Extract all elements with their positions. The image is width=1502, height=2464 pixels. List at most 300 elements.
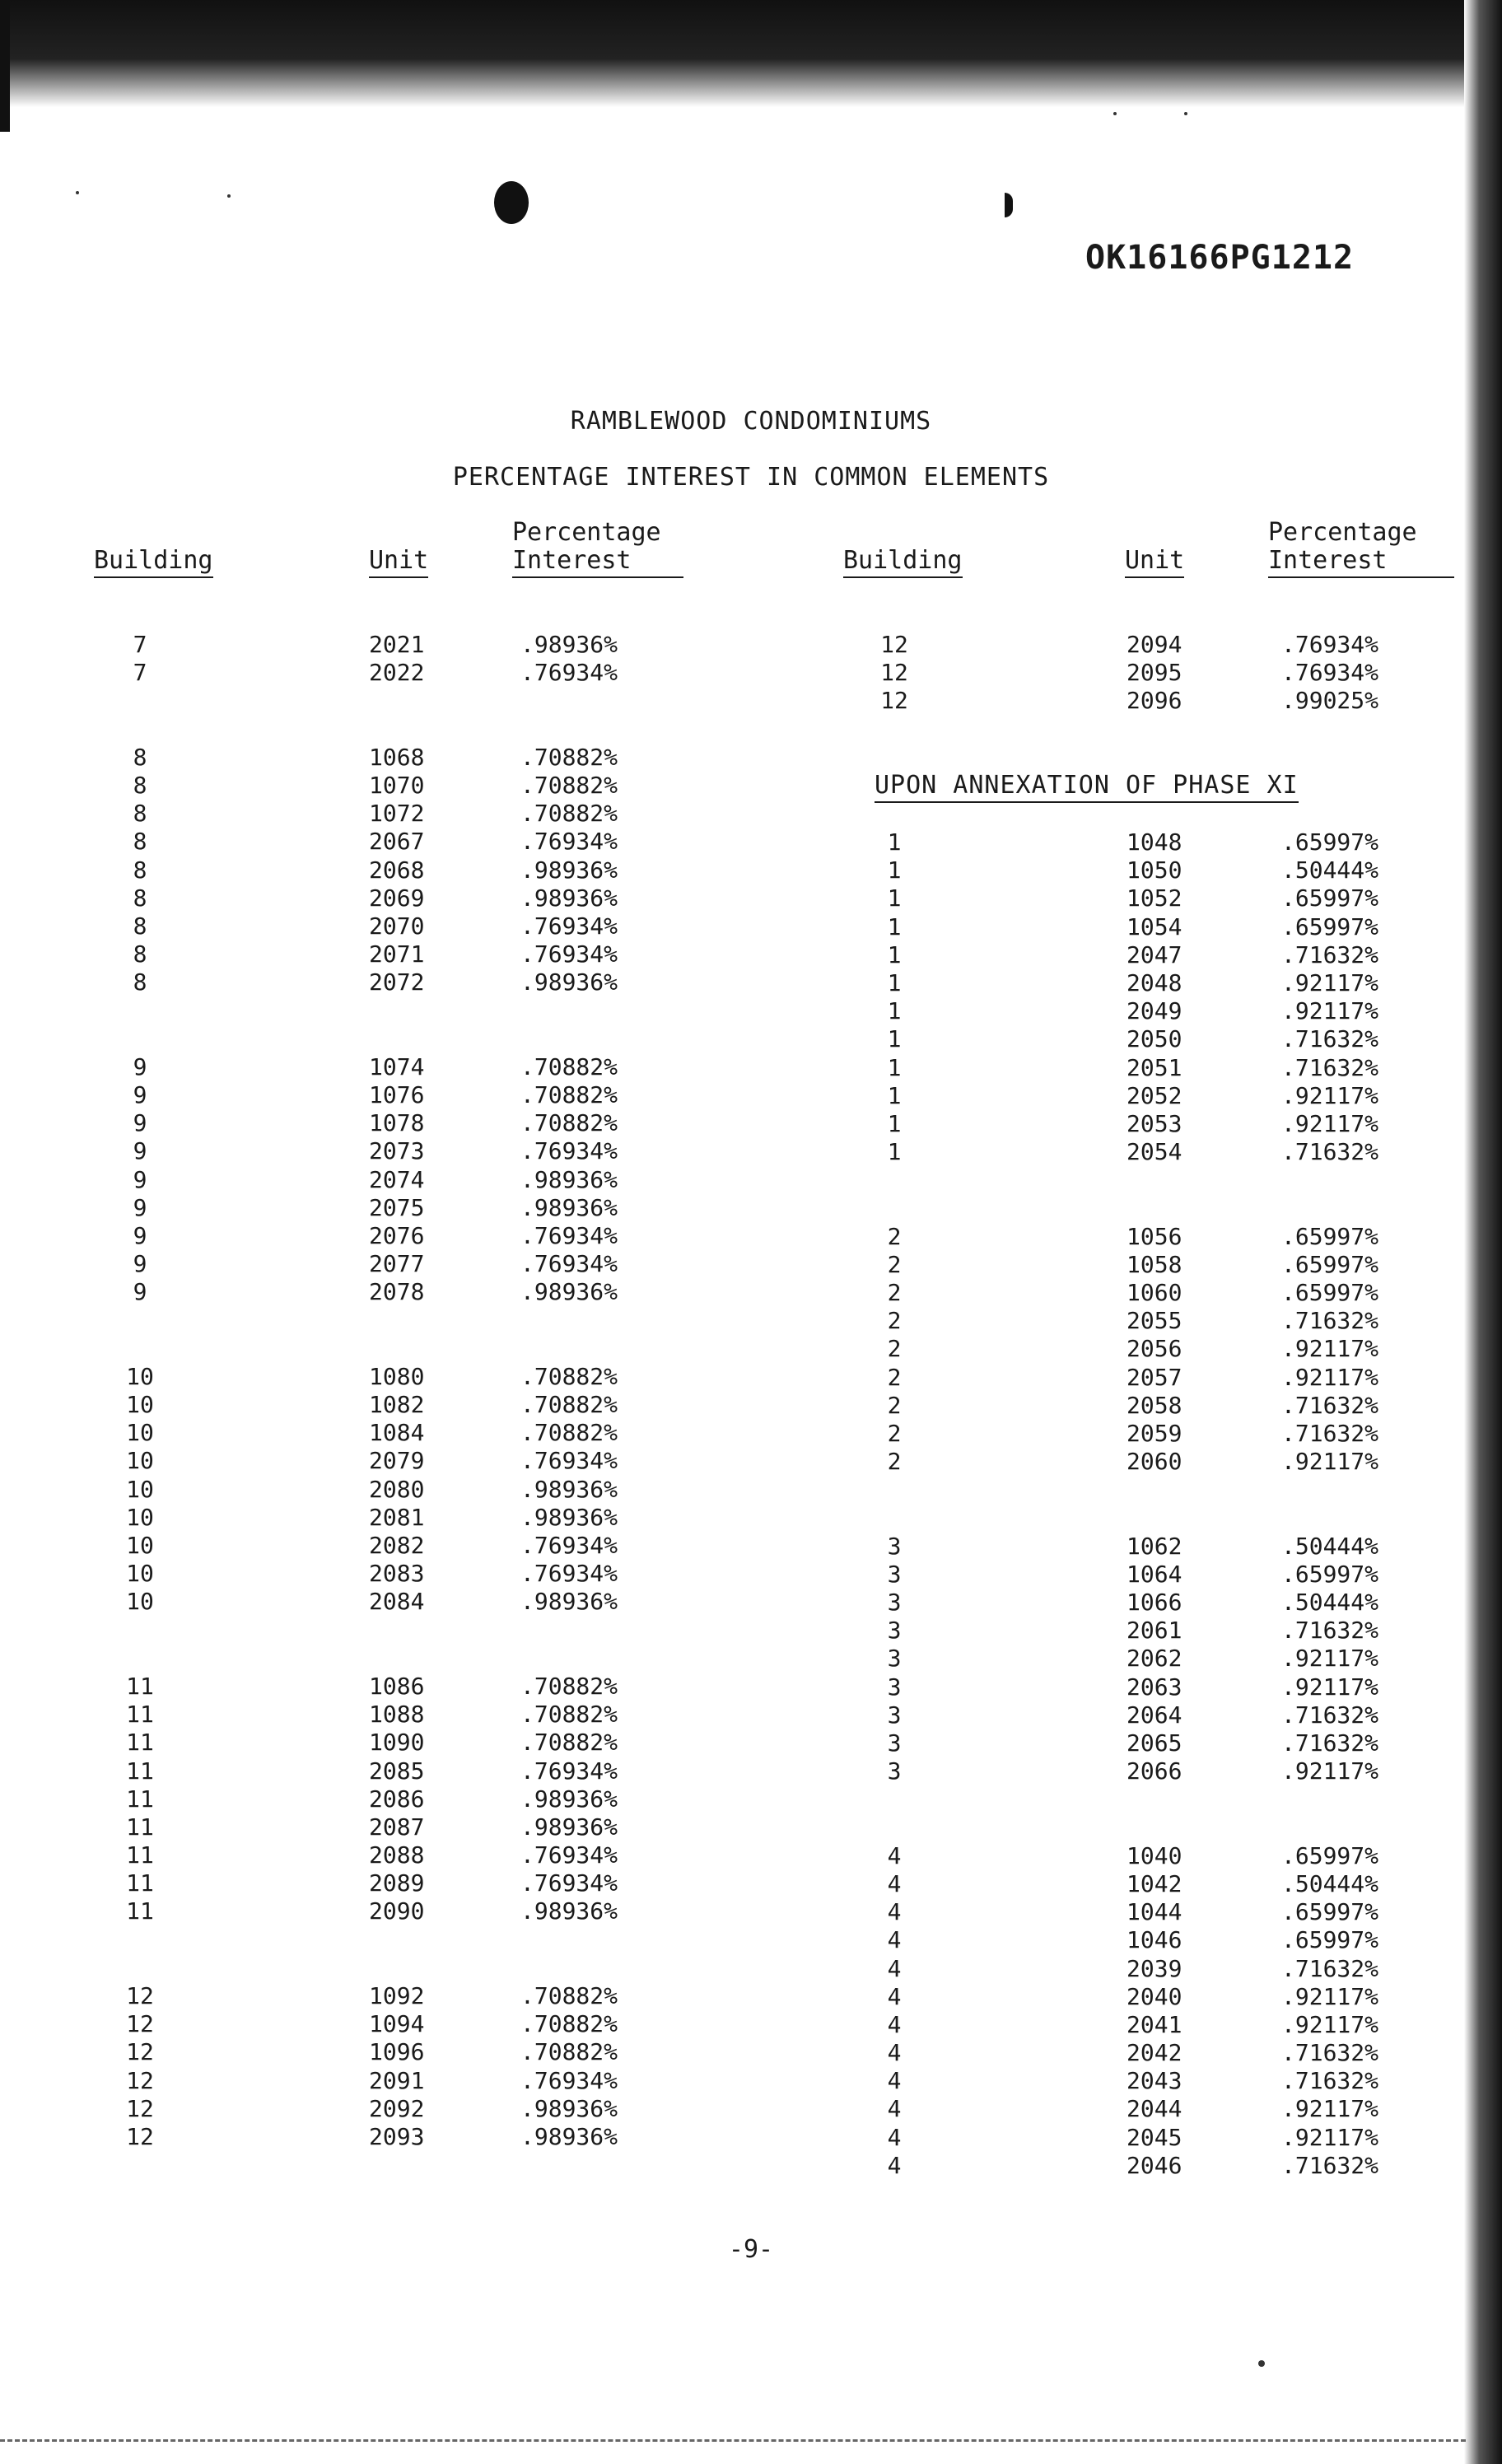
unit-cell: 1082: [369, 1391, 425, 1419]
percentage-cell: .92117%: [1281, 1109, 1379, 1137]
percentage-cell: .50444%: [1281, 856, 1379, 884]
unit-cell: 2066: [1126, 1757, 1182, 1785]
unit-cell: 2096: [1126, 687, 1182, 715]
building-cell: 12: [880, 631, 908, 658]
percentage-cell: [520, 1307, 660, 1335]
unit-cell: 2079: [369, 1447, 425, 1475]
percentage-cell: .70882%: [520, 2038, 618, 2066]
building-cell: 10: [126, 1532, 154, 1559]
punch-hole-right: [1005, 193, 1013, 217]
unit-cell: 2058: [1126, 1391, 1182, 1419]
page-number: -9-: [728, 2235, 774, 2264]
building-cell: 12: [880, 687, 908, 715]
right-top-building-column: [861, 631, 927, 716]
punch-hole-left: [494, 181, 529, 224]
unit-cell: 1084: [369, 1419, 425, 1447]
percentage-cell: .70882%: [520, 1391, 618, 1419]
percentage-cell: .76934%: [520, 659, 618, 687]
unit-cell: 2042: [1126, 2039, 1182, 2067]
right-header-unit-label: Unit: [1125, 547, 1184, 578]
percentage-cell: .71632%: [1281, 940, 1379, 968]
percentage-cell: .71632%: [1281, 2151, 1379, 2179]
building-cell: 10: [126, 1362, 154, 1390]
unit-cell: 2055: [1126, 1307, 1182, 1335]
building-cell: 1: [887, 1053, 902, 1081]
unit-cell: 2073: [369, 1137, 425, 1165]
unit-cell: 2068: [369, 856, 425, 884]
percentage-cell: .76934%: [520, 2066, 618, 2094]
unit-cell: 2045: [1126, 2123, 1182, 2151]
building-cell: [861, 1476, 927, 1504]
right-annex-building-column: [861, 828, 927, 2180]
building-cell: 8: [133, 743, 147, 771]
percentage-cell: .98936%: [520, 1588, 618, 1616]
building-cell: [861, 1505, 927, 1533]
percentage-cell: .98936%: [520, 2094, 618, 2122]
unit-cell: 2047: [1126, 940, 1182, 968]
percentage-cell: .71632%: [1281, 2067, 1379, 2095]
percentage-cell: .98936%: [520, 1165, 618, 1193]
right-header-pct-line2: Interest: [1268, 547, 1454, 578]
percentage-cell: [1281, 1814, 1421, 1842]
unit-cell: 2040: [1126, 1982, 1182, 2010]
building-cell: [107, 1954, 173, 1982]
unit-cell: [369, 1954, 459, 1982]
building-cell: [107, 996, 173, 1024]
percentage-cell: .76934%: [520, 1532, 618, 1559]
percentage-cell: .71632%: [1281, 1307, 1379, 1335]
unit-cell: 1090: [369, 1729, 425, 1757]
building-cell: 8: [133, 940, 147, 968]
left-header-pct-line1: Percentage: [512, 518, 661, 547]
building-cell: [107, 687, 173, 715]
building-cell: 9: [133, 1250, 147, 1278]
building-cell: 7: [133, 631, 147, 658]
unit-cell: 1080: [369, 1362, 425, 1390]
unit-cell: 2095: [1126, 659, 1182, 687]
percentage-cell: .92117%: [1281, 1448, 1379, 1476]
unit-cell: 1062: [1126, 1532, 1182, 1560]
unit-cell: 1086: [369, 1672, 425, 1700]
speck: [227, 194, 231, 198]
percentage-cell: .71632%: [1281, 2039, 1379, 2067]
unit-cell: 2070: [369, 912, 425, 940]
building-cell: 11: [126, 1729, 154, 1757]
unit-cell: 2046: [1126, 2151, 1182, 2179]
unit-cell: 2071: [369, 940, 425, 968]
right-header-unit: [1125, 547, 1184, 578]
building-cell: 1: [887, 1081, 902, 1109]
percentage-cell: .71632%: [1281, 1729, 1379, 1757]
unit-cell: 2060: [1126, 1448, 1182, 1476]
building-cell: [861, 1785, 927, 1813]
percentage-cell: .76934%: [520, 940, 618, 968]
percentage-cell: .92117%: [1281, 1081, 1379, 1109]
right-annex-unit-column: [1126, 828, 1217, 2180]
unit-cell: 1074: [369, 1052, 425, 1080]
unit-cell: 2090: [369, 1897, 425, 1925]
unit-cell: [369, 1926, 459, 1954]
percentage-cell: [1281, 1194, 1421, 1222]
building-cell: 11: [126, 1785, 154, 1813]
unit-cell: [369, 1307, 459, 1335]
building-cell: 4: [887, 1869, 902, 1897]
percentage-cell: .70882%: [520, 1729, 618, 1757]
percentage-cell: .70882%: [520, 1362, 618, 1390]
unit-cell: [369, 1617, 459, 1645]
percentage-cell: [520, 1926, 660, 1954]
building-cell: 4: [887, 2151, 902, 2179]
unit-cell: 2059: [1126, 1419, 1182, 1447]
building-cell: 2: [887, 1307, 902, 1335]
building-cell: 2: [887, 1250, 902, 1278]
building-cell: 4: [887, 1982, 902, 2010]
building-cell: 2: [887, 1363, 902, 1391]
building-cell: 10: [126, 1419, 154, 1447]
unit-cell: 1066: [1126, 1589, 1182, 1617]
percentage-cell: [1281, 1785, 1421, 1813]
building-cell: 7: [133, 659, 147, 687]
unit-cell: [1126, 1814, 1217, 1842]
building-cell: 9: [133, 1193, 147, 1221]
building-cell: 1: [887, 997, 902, 1025]
building-cell: [107, 1335, 173, 1363]
building-cell: 8: [133, 912, 147, 940]
percentage-cell: .71632%: [1281, 1701, 1379, 1729]
unit-cell: [369, 716, 459, 744]
percentage-cell: .76934%: [520, 1137, 618, 1165]
percentage-cell: .76934%: [520, 1841, 618, 1869]
unit-cell: 1048: [1126, 828, 1182, 856]
unit-cell: 1042: [1126, 1869, 1182, 1897]
unit-cell: 1040: [1126, 1841, 1182, 1869]
percentage-cell: .76934%: [520, 1757, 618, 1785]
percentage-cell: .92117%: [1281, 2123, 1379, 2151]
unit-cell: 2089: [369, 1869, 425, 1897]
unit-cell: 2092: [369, 2094, 425, 2122]
unit-cell: 1064: [1126, 1560, 1182, 1588]
unit-cell: 2057: [1126, 1363, 1182, 1391]
percentage-cell: .50444%: [1281, 1869, 1379, 1897]
building-cell: 4: [887, 1926, 902, 1954]
unit-cell: 1046: [1126, 1926, 1182, 1954]
percentage-cell: .76934%: [520, 1447, 618, 1475]
unit-cell: 1076: [369, 1081, 425, 1108]
building-cell: 1: [887, 856, 902, 884]
building-cell: 2: [887, 1279, 902, 1306]
percentage-cell: .98936%: [520, 1475, 618, 1503]
percentage-cell: .50444%: [1281, 1532, 1379, 1560]
building-cell: 4: [887, 1841, 902, 1869]
percentage-cell: [520, 1335, 660, 1363]
scan-left-edge: [0, 0, 10, 132]
building-cell: 1: [887, 828, 902, 856]
percentage-cell: .70882%: [520, 2010, 618, 2038]
percentage-cell: .98936%: [520, 1785, 618, 1813]
scan-bottom-rule: [0, 2439, 1466, 2442]
unit-cell: 1078: [369, 1109, 425, 1137]
percentage-cell: .92117%: [1281, 2010, 1379, 2038]
unit-cell: 2069: [369, 884, 425, 912]
unit-cell: 2043: [1126, 2067, 1182, 2095]
building-cell: 4: [887, 2123, 902, 2151]
building-cell: 4: [887, 1898, 902, 1926]
unit-cell: [369, 687, 459, 715]
right-header-building: [843, 547, 963, 578]
percentage-cell: [520, 687, 660, 715]
percentage-cell: .65997%: [1281, 1898, 1379, 1926]
building-cell: [107, 1926, 173, 1954]
building-cell: 12: [126, 2122, 154, 2150]
unit-cell: 1060: [1126, 1279, 1182, 1306]
percentage-cell: .70882%: [520, 1052, 618, 1080]
building-cell: 2: [887, 1419, 902, 1447]
building-cell: 4: [887, 2095, 902, 2123]
left-unit-column: [369, 631, 459, 2151]
building-cell: 8: [133, 968, 147, 996]
building-cell: 9: [133, 1165, 147, 1193]
percentage-cell: .92117%: [1281, 1757, 1379, 1785]
left-header-unit-label: Unit: [369, 547, 428, 578]
right-annex-percentage-column: [1281, 828, 1421, 2180]
building-cell: 9: [133, 1109, 147, 1137]
unit-cell: [369, 1645, 459, 1673]
building-cell: 12: [126, 2010, 154, 2038]
scan-top-edge: [0, 0, 1502, 107]
right-top-unit-column: [1126, 631, 1217, 716]
building-cell: 1: [887, 968, 902, 996]
percentage-cell: [1281, 1166, 1421, 1194]
speck: [1113, 112, 1117, 115]
percentage-cell: [520, 1645, 660, 1673]
building-cell: 10: [126, 1588, 154, 1616]
building-cell: 8: [133, 828, 147, 856]
percentage-cell: .71632%: [1281, 1391, 1379, 1419]
building-cell: 11: [126, 1897, 154, 1925]
unit-cell: 1088: [369, 1701, 425, 1729]
unit-cell: [369, 996, 459, 1024]
percentage-cell: [520, 1025, 660, 1053]
building-cell: 8: [133, 884, 147, 912]
unit-cell: 2062: [1126, 1645, 1182, 1673]
left-header-pct-line2: Interest: [512, 547, 683, 578]
unit-cell: 2053: [1126, 1109, 1182, 1137]
percentage-cell: .71632%: [1281, 1053, 1379, 1081]
building-cell: 1: [887, 1025, 902, 1053]
building-cell: 3: [887, 1757, 902, 1785]
percentage-cell: .98936%: [520, 1897, 618, 1925]
percentage-cell: .76934%: [520, 828, 618, 856]
unit-cell: 1094: [369, 2010, 425, 2038]
percentage-cell: [520, 1617, 660, 1645]
unit-cell: 2072: [369, 968, 425, 996]
building-cell: 3: [887, 1701, 902, 1729]
unit-cell: 1072: [369, 800, 425, 828]
percentage-cell: .70882%: [520, 1982, 618, 2009]
building-cell: 3: [887, 1729, 902, 1757]
building-cell: 2: [887, 1448, 902, 1476]
unit-cell: 2084: [369, 1588, 425, 1616]
annexation-heading: UPON ANNEXATION OF PHASE XI: [875, 771, 1299, 803]
unit-cell: [1126, 1505, 1217, 1533]
building-cell: 9: [133, 1081, 147, 1108]
left-header-percentage: [512, 519, 683, 578]
percentage-cell: .70882%: [520, 1701, 618, 1729]
percentage-cell: [520, 716, 660, 744]
unit-cell: [1126, 1166, 1217, 1194]
building-cell: [107, 1617, 173, 1645]
percentage-cell: .76934%: [1281, 659, 1379, 687]
unit-cell: 2049: [1126, 997, 1182, 1025]
unit-cell: 2077: [369, 1250, 425, 1278]
unit-cell: 2044: [1126, 2095, 1182, 2123]
unit-cell: 2051: [1126, 1053, 1182, 1081]
percentage-cell: .65997%: [1281, 1560, 1379, 1588]
percentage-cell: .70882%: [520, 1672, 618, 1700]
percentage-cell: .50444%: [1281, 1589, 1379, 1617]
unit-cell: 2064: [1126, 1701, 1182, 1729]
right-header-pct-line1: Percentage: [1268, 518, 1417, 547]
percentage-cell: .98936%: [520, 1193, 618, 1221]
building-cell: 1: [887, 940, 902, 968]
building-cell: 11: [126, 1869, 154, 1897]
document-subtitle: PERCENTAGE INTEREST IN COMMON ELEMENTS: [452, 463, 1050, 492]
building-cell: 10: [126, 1503, 154, 1531]
building-cell: 2: [887, 1335, 902, 1363]
building-cell: 9: [133, 1137, 147, 1165]
unit-cell: 2086: [369, 1785, 425, 1813]
unit-cell: 2021: [369, 631, 425, 658]
percentage-cell: .98936%: [520, 631, 618, 658]
percentage-cell: .65997%: [1281, 912, 1379, 940]
percentage-cell: .65997%: [1281, 1926, 1379, 1954]
building-cell: 12: [126, 2094, 154, 2122]
percentage-cell: .92117%: [1281, 2095, 1379, 2123]
building-cell: 10: [126, 1391, 154, 1419]
building-cell: 1: [887, 912, 902, 940]
building-cell: 3: [887, 1673, 902, 1701]
unit-cell: 2054: [1126, 1138, 1182, 1166]
document-title: RAMBLEWOOD CONDOMINIUMS: [570, 407, 932, 436]
unit-cell: 2039: [1126, 1954, 1182, 1982]
unit-cell: 2074: [369, 1165, 425, 1193]
building-cell: 10: [126, 1447, 154, 1475]
building-cell: 3: [887, 1645, 902, 1673]
percentage-cell: .70882%: [520, 771, 618, 799]
unit-cell: 2056: [1126, 1335, 1182, 1363]
unit-cell: 2080: [369, 1475, 425, 1503]
building-cell: [861, 1814, 927, 1842]
recording-stamp: OK16166PG1212: [1085, 239, 1355, 277]
building-cell: 1: [887, 884, 902, 912]
percentage-cell: .76934%: [520, 912, 618, 940]
unit-cell: 2048: [1126, 968, 1182, 996]
unit-cell: 2052: [1126, 1081, 1182, 1109]
unit-cell: 1052: [1126, 884, 1182, 912]
building-cell: 8: [133, 771, 147, 799]
building-cell: 10: [126, 1560, 154, 1588]
unit-cell: 1050: [1126, 856, 1182, 884]
building-cell: 12: [126, 1982, 154, 2009]
building-cell: 12: [126, 2038, 154, 2066]
percentage-cell: .65997%: [1281, 1222, 1379, 1250]
percentage-cell: .98936%: [520, 968, 618, 996]
speck: [76, 191, 79, 194]
building-cell: [107, 1307, 173, 1335]
percentage-cell: .98936%: [520, 1503, 618, 1531]
unit-cell: 1056: [1126, 1222, 1182, 1250]
building-cell: 11: [126, 1757, 154, 1785]
percentage-cell: [520, 996, 660, 1024]
speck: [1184, 112, 1187, 115]
building-cell: 1: [887, 1138, 902, 1166]
building-cell: 4: [887, 2010, 902, 2038]
building-cell: 4: [887, 1954, 902, 1982]
building-cell: 11: [126, 1841, 154, 1869]
percentage-cell: .92117%: [1281, 1673, 1379, 1701]
unit-cell: 2022: [369, 659, 425, 687]
percentage-cell: .98936%: [520, 2122, 618, 2150]
building-cell: 1: [887, 1109, 902, 1137]
building-cell: 3: [887, 1532, 902, 1560]
percentage-cell: .76934%: [520, 1250, 618, 1278]
building-cell: 11: [126, 1813, 154, 1841]
percentage-cell: [1281, 1505, 1421, 1533]
building-cell: 4: [887, 2039, 902, 2067]
percentage-cell: .76934%: [520, 1560, 618, 1588]
unit-cell: [1126, 1785, 1217, 1813]
percentage-cell: .65997%: [1281, 1841, 1379, 1869]
percentage-cell: .76934%: [520, 1221, 618, 1249]
percentage-cell: .70882%: [520, 1419, 618, 1447]
percentage-cell: .71632%: [1281, 1025, 1379, 1053]
right-top-percentage-column: [1281, 631, 1421, 716]
unit-cell: [1126, 1194, 1217, 1222]
unit-cell: [369, 1025, 459, 1053]
unit-cell: 2041: [1126, 2010, 1182, 2038]
percentage-cell: .98936%: [520, 1278, 618, 1306]
building-cell: 10: [126, 1475, 154, 1503]
unit-cell: 2065: [1126, 1729, 1182, 1757]
building-cell: 12: [880, 659, 908, 687]
building-cell: 2: [887, 1222, 902, 1250]
unit-cell: 1092: [369, 1982, 425, 2009]
unit-cell: 2091: [369, 2066, 425, 2094]
percentage-cell: .92117%: [1281, 1363, 1379, 1391]
unit-cell: 1068: [369, 743, 425, 771]
unit-cell: 2094: [1126, 631, 1182, 658]
percentage-cell: .98936%: [520, 884, 618, 912]
unit-cell: 2087: [369, 1813, 425, 1841]
left-header-building: [94, 547, 213, 578]
unit-cell: 2085: [369, 1757, 425, 1785]
unit-cell: 1070: [369, 771, 425, 799]
building-cell: 8: [133, 856, 147, 884]
percentage-cell: .92117%: [1281, 1645, 1379, 1673]
unit-cell: 2050: [1126, 1025, 1182, 1053]
unit-cell: 1058: [1126, 1250, 1182, 1278]
building-cell: [861, 1166, 927, 1194]
speck: [1258, 2360, 1265, 2367]
building-cell: 11: [126, 1701, 154, 1729]
percentage-cell: .76934%: [520, 1869, 618, 1897]
percentage-cell: .70882%: [520, 1081, 618, 1108]
percentage-cell: .71632%: [1281, 1138, 1379, 1166]
building-cell: 3: [887, 1617, 902, 1645]
percentage-cell: .98936%: [520, 856, 618, 884]
scan-right-edge: [1464, 0, 1502, 2464]
left-header-building-label: Building: [94, 547, 213, 578]
